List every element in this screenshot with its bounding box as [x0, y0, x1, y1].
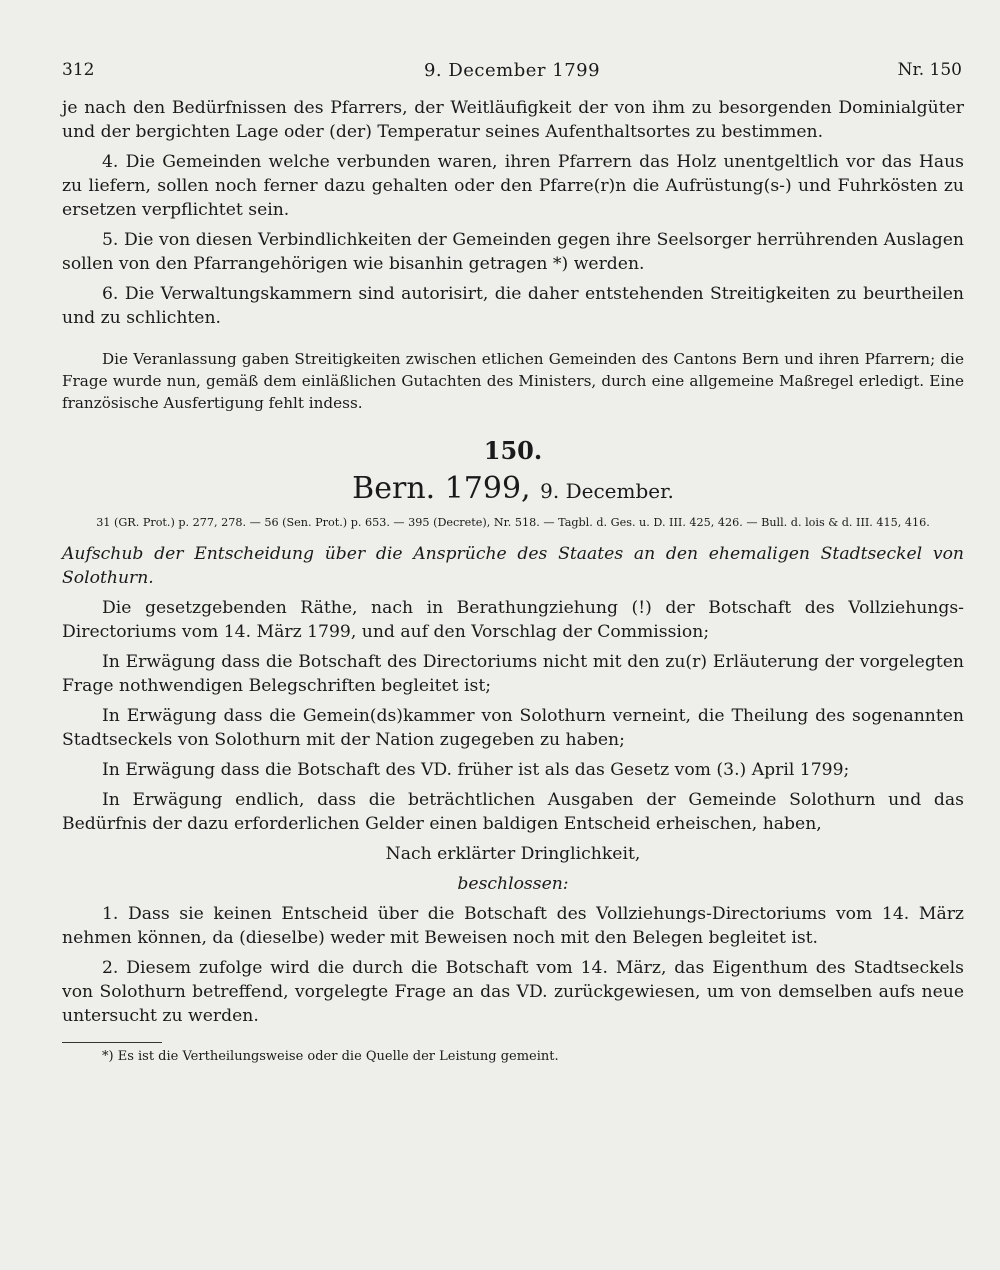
paragraph-item-4: 4. Die Gemeinden welche verbunden waren, ihren Pfarrern das Holz unentgeltlich vor das Haus zu liefern, sollen noch ferner dazu gehalten oder den Pfarre(r)n die Aufrüstung(s-) und Fuhrkösten zu ersetzen verpflichtet sein.: [62, 152, 964, 220]
consideration-paragraph: In Erwägung dass die Botschaft des VD. früher ist als das Gesetz vom (3.) April 1799;: [102, 760, 850, 780]
document-place-year: Bern. 1799,: [352, 471, 531, 506]
consideration-paragraph: In Erwägung dass die Gemein(ds)kammer von Solothurn verneint, die Theilung des sogenannten Stadtseckels von Solothurn mit der Nation zugegeben zu haben;: [62, 706, 964, 750]
paragraph-item-6: 6. Die Verwaltungskammern sind autorisirt, die daher entstehenden Streitigkeiten zu beurtheilen und zu schlichten.: [62, 284, 964, 328]
urgency-line: Nach erklärter Dringlichkeit,: [385, 844, 641, 864]
source-references: 31 (GR. Prot.) p. 277, 278. — 56 (Sen. Prot.) p. 653. — 395 (Decrete), Nr. 518. — Tagbl. d. Ges. u. D. III. 425, 426. — Bull. d. lois & d. III. 415, 416.: [96, 516, 930, 529]
header-date: 9. December 1799: [423, 60, 601, 81]
resolution-1: 1. Dass sie keinen Entscheid über die Botschaft des Vollziehungs-Directoriums vom 14. März nehmen können, da (dieselbe) weder mit Beweisen noch mit den Belegen begleitet ist.: [62, 904, 964, 948]
page-header: [62, 60, 962, 88]
footnote: *) Es ist die Vertheilungsweise oder die Quelle der Leistung gemeint.: [102, 1049, 559, 1064]
document-subject: Aufschub der Entscheidung über die Ansprüche des Staates an den ehemaligen Stadtseckel von Solothurn.: [62, 544, 964, 588]
page-number: 312: [62, 60, 95, 80]
document-day: 9. December.: [540, 479, 674, 503]
preamble-paragraph: Die gesetzgebenden Räthe, nach in Berathungziehung (!) der Botschaft des Vollziehungs-Directoriums vom 14. März 1799, und auf den Vorschlag der Commission;: [62, 598, 964, 642]
consideration-paragraph: In Erwägung dass die Botschaft des Directoriums nicht mit den zu(r) Erläuterung der vorgelegten Frage nothwendigen Belegschriften begleitet ist;: [62, 652, 964, 696]
paragraph-item-5: 5. Die von diesen Verbindlichkeiten der Gemeinden gegen ihre Seelsorger herrührenden Auslagen sollen von den Pfarrangehörigen wie bisanhin getragen *) werden.: [62, 230, 964, 274]
document-heading: [62, 470, 964, 510]
resolution-2: 2. Diesem zufolge wird die durch die Botschaft vom 14. März, das Eigenthum des Stadtseckels von Solothurn betreffend, vorgelegte Frage an das VD. zurückgewiesen, um von demselben aufs neue untersucht zu werden.: [62, 958, 964, 1026]
page-body: [62, 96, 964, 1067]
editorial-note: Die Veranlassung gaben Streitigkeiten zwischen etlichen Gemeinden des Cantons Bern und ihren Pfarrern; die Frage wurde nun, gemäß dem einläßlichen Gutachten des Ministers, durch eine allgemeine Maßregel erledigt. Eine französische Ausfertigung fehlt indess.: [62, 350, 964, 412]
paragraph-continuation: je nach den Bedürfnissen des Pfarrers, der Weitläufigkeit der von ihm zu besorgenden Dominialgüter und der bergichten Lage oder (der) Temperatur seines Aufenthaltsortes zu bestimmen.: [62, 98, 964, 142]
consideration-paragraph: In Erwägung endlich, dass die beträchtlichen Ausgaben der Gemeinde Solothurn und das Bedürfnis der dazu erforderlichen Gelder einen baldigen Entscheid erheischen, haben,: [62, 790, 964, 834]
footnote-divider: [62, 1042, 162, 1043]
header-number: Nr. 150: [897, 60, 962, 80]
resolved-heading: beschlossen:: [457, 874, 569, 894]
document-number: 150.: [483, 436, 543, 465]
